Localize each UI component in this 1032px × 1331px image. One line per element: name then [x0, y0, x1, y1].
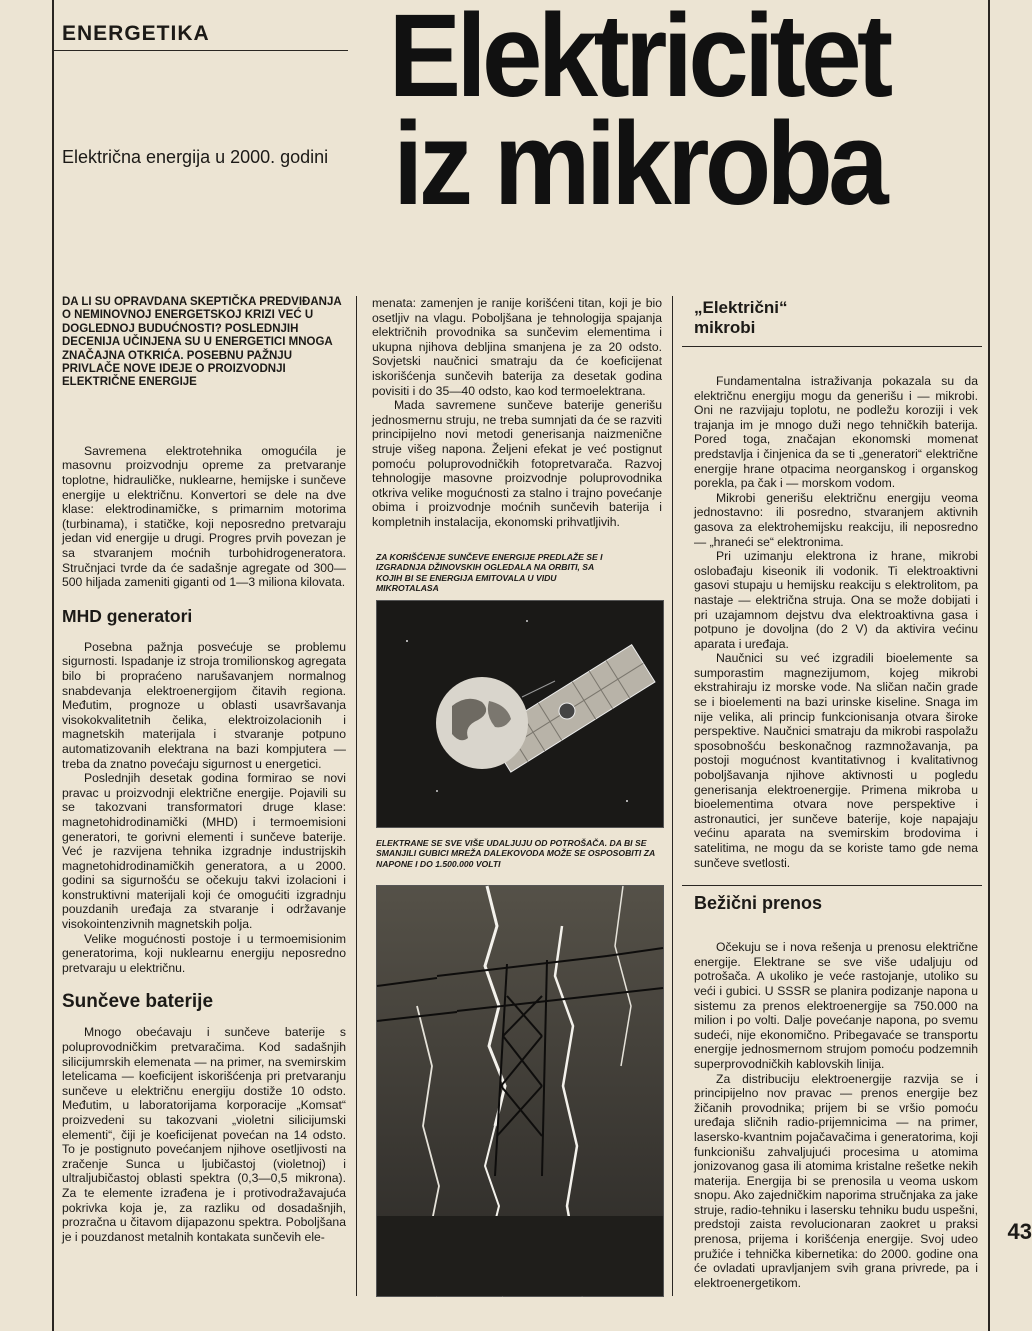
header-rule [52, 50, 348, 51]
lightning-illustration [377, 886, 663, 1296]
col3-paragraph-6: Za distribuciju elektroenergije razvija se i principijelno nov pravac — prenos energije bez žičanih provodnika; prijem bi se vršio pomoću uređaja sličnih radio-prijemnicima — na primer, lasersko-kvantnim pojačavačima i generatorima, koji funkcionišu zahvaljujući procesima u atomima jonizovanog gasa ili atomima kristalne rešetke nekih materija. Energija bi se prenosila u veoma uskom snopu. Ako zajedničkim naporima stručnjaka za jake struje, radio-tehniku i lasersku tehniku budu uspešni, predstoji zaista revolucionaran zaokret u praksi prenosa, prijema i korišćenja energije. Svoj udeo pružiće i tehnička kibernetika: do 2000. godine ona će ovladati upravljanjem svih grana privrede, pa i elektroenergetikom. [694, 1071, 978, 1290]
satellite-mirror-photo [376, 600, 664, 828]
col2-paragraph-2: Mada savremene sunčeve baterije generišu jednosmernu struju, ne treba sumnjati da će se razviti principijelno novi metodi generisanja naizmenične struje višeg napona. Željeni efekat je već postignut pomoću poluprovodničkih fotopretvarača. Razvoj tehnologije masovne proizvodnje poluprovodnika otkriva velike mogućnosti za stalno i trajno povećanje obima i proizvodnje moćnih sunčevih baterija i kompletnih instalacija, ekonomski prihvatljivih. [372, 398, 662, 529]
right-margin-rule [988, 0, 990, 1331]
power-line-caption: ELEKTRANE SE SVE VIŠE UDALJUJU OD POTROŠAČA. DA BI SE SMANJILI GUBICI MREŽA DALEKOVODA MOŽE SE OSPOSOBITI ZA NAPONE I DO 1.500.000 VOLTI [376, 838, 655, 869]
col2-paragraph-1: menata: zamenjen je ranije korišćeni titan, koji je bio osetljiv na vlagu. Poboljšana je tehnologija spajanja električnih provodnika sa sunčevim elementima i ukupna njihova debljina smanjena je za 20 odsto. Sovjetski naučnici smatraju da će koeficijenat iskorišćenja sunčevih baterija za desetak godina povisiti i do 35—40 odsto, kao kod termoelektrana. [372, 296, 662, 398]
section-title: ENERGETIKA [62, 22, 210, 45]
headline-line-2: iz mikroba [393, 98, 885, 230]
col1-paragraph-5: Mnogo obećavaju i sunčeve baterije s poluprovodničkim pretvaračima. Kod sadašnjih silicijumrskih elemenata — na primer, na svemirskim letelicama — koeficijent iskorišćenja pri pretvaranju sunčeve u električnu energiju dostiže 10 odsto. Međutim, u laboratorijama korporacije „Komsat“ proizvedeni su takozvani „violetni silicijumski elementi“, čiji je koeficijenat povećan na 14 odsto. To je postignuto povećanjem njihove osetljivosti na zračenje Sunca u ljubičastoj (violetnoj) i ultraljubičastoj oblasti spektra (0,3—0,5 mikrona). Za te elemente izrađena je i protivodražavajuća pokrivka koja je, za razliku od dosadašnjih, prozračna u čitavom dijapazonu spektra. Poboljšana je i pouzdanost metalnih kontakata sunčevih ele- [62, 1025, 346, 1244]
col3-paragraph-1: Fundamentalna istraživanja pokazala su da električnu energiju mogu da generišu i — mikrobi. Oni ne razvijaju toplotu, ne podležu koroziji i vek trajanja im je mnogo duži nego tehničkih baterija. Pored toga, značajan ekonomski momenat predstavlja i činjenica da se ti „generatori“ električne energije hrane otpacima neorganskog i organskog porekla, pa čak i — morskom vodom. [694, 374, 978, 491]
article-subtitle: Električna energija u 2000. godini [62, 147, 329, 167]
col1-paragraph-1: Savremena elektrotehnika omogućila je masovnu proizvodnju opreme za pretvaranje toplotne, hidrauličke, nuklearne, hemijske i sunčeve energije u električnu. Konvertori se dele na dve klase: elektrodinamičke, s primarnim motorima (turbinama), i statičke, koji neposredno pretvaraju jedan vid energije u drugi. Progres prvih povezan je sa stvaranjem moćnih turbohidrogeneratora. Stručnjaci tvrde da će sadašnje agregate od 300—500 hiljada zameniti giganti od 1—3 miliona kilovata. [62, 443, 346, 590]
col1-paragraph-3: Poslednjih desetak godina formirao se novi pravac u proizvodnji električne energije. Pojavili su se takozvani transformatori druge klase: magnetohidrodinamički (MHD) i termoemisioni generatori, te gorivni elementi i sunčeve baterije. Već je razvijena tehnika izgradnje industrijskih magnetohidrodinamičkih generatora, a u 2000. godini sa sigurnošću se očekuju takvi izolacioni i konstruktivni materijali koji će omogućiti izgradnju pouzdanih uređaja za stvaranje i održavanje visokointenzivnih magnetskih polja. [62, 771, 346, 932]
heading-suncene-baterije: Sunčeve baterije [62, 991, 214, 1013]
heading-mhd-generatori: MHD generatori [62, 605, 193, 626]
col3-paragraph-4: Naučnici su već izgradili bioelemente sa sumporastim magnezijumom, kojeg mikrobi ekstrahiraju iz morske vode. Na sličan način grade se i bioelementi na bazi urinske kiseline. Snaga im nije velika, ali princip funkcionisanja otvara široke perspektive. Naučnici smatraju da mikrobi raspolažu sposobnošću beskonačnog razmnožavanja, pa postoji mogućnost kvantitativnog i kvalitativnog poboljšavanja njihove aktivnosti u pogledu generisanja elektroenergije. Primena mikroba u bioelementima otvara nove perspektive i astronautici, jer sunčeve baterije, koje napajaju većinu aparata na svemirskim brodovima i satelitima, ne mogu da se koriste tamo gde nema sunčeve svetlosti. [694, 651, 978, 870]
heading-bezicni-prenos: Bežični prenos [694, 893, 823, 914]
page-number: 43 [1007, 1219, 1032, 1244]
satellite-caption: ZA KORIŠĆENJE SUNČEVE ENERGIJE PREDLAŽE SE I IZGRADNJA DŽINOVSKIH OGLEDALA NA ORBITI, SA KOJIH BI SE ENERGIJA EMITOVALA U VIDU MIKROTALASA [376, 552, 603, 594]
col3-paragraph-2: Mikrobi generišu električnu energiju veoma jednostavno: ili posredno, stvaranjem aktivnih gasova za elektrohemijsku reakciju, ili neposredno — „hraneći se“ elektronima. [694, 490, 978, 549]
col3-paragraph-3: Pri uzimanju elektrona iz hrane, mikrobi oslobađaju kiseonik ili vodonik. Ti elektroaktivni gasovi stupaju u hemijsku reakciju s elektrolitom, pa nastaje — električna struja. Ona se može dobijati i pri uzajamnom dejstvu dva elektroaktivna gasa i potpuno je dovoljna (do 2 V) da aktivira većinu aparata i uređaja. [694, 549, 978, 651]
column-2 [372, 296, 662, 530]
satellite-illustration [377, 601, 663, 827]
power-line-lightning-photo [376, 885, 664, 1297]
col3-paragraph-5: Očekuju se i nova rešenja u prenosu električne energije. Elektrane se sve više udaljuju od potrošača. A ukoliko je veće rastojanje, utoliko su veći i gubici. U SSSR se planira podizanje napona u sistemu za prenos elektroenergije sa 750.000 na milion i po volti. Dalje povećanje napona, po svemu sudeći, nije ekonomično. Pribegavaće se transportu energije jednosmernom strujom pomoću podzemnih superprovodničkih kablovskih linija. [694, 940, 978, 1071]
lead-paragraph: DA LI SU OPRAVDANA SKEPTIČKA PREDVIĐANJA O NEMINOVNOJ ENERGETSKOJ KRIZI VEĆ U DOGLEDNOJ BUDUĆNOSTI? POSLEDNJIH DECENIJA UČINJENA SU U ENERGETICI MNOGA ZNAČAJNA OTKRIĆA. POSEBNU PAŽNJU PRIVLAČE NOVE IDEJE O PROIZVODNJI ELEKTRIČNE ENERGIJE [62, 296, 342, 389]
article-headline [358, 0, 919, 230]
column-3 [694, 298, 978, 1290]
headline-line-1: Elektricitet [388, 0, 889, 122]
column-rule-2 [672, 296, 673, 1296]
column-rule-1 [356, 296, 357, 1296]
col1-paragraph-2: Posebna pažnja posvećuje se problemu sigurnosti. Ispadanje iz stroja tromilionskog agregata bilo bi propraćeno narušavanjem normalnog snabdevanja elektroenergijom čitavih regiona. Međutim, prognoze u oblasti usavršavanja visokokvalitetnih čelika, elektroizolacionih i magnetskih materijala i stvaranje potpuno automatizovanih elektrana na bazi kompjutera — treba da znatno povećaju sigurnost u energetici. [62, 639, 346, 771]
left-margin-rule [52, 0, 54, 1331]
col1-paragraph-4: Velike mogućnosti postoje i u termoemisionim generatorima, koji nuklearnu energiju neposredno pretvaraju u električnu. [62, 931, 346, 975]
heading-elektricni-mikrobi: „Električni“ mikrobi [694, 298, 788, 337]
column-1 [62, 296, 346, 1244]
